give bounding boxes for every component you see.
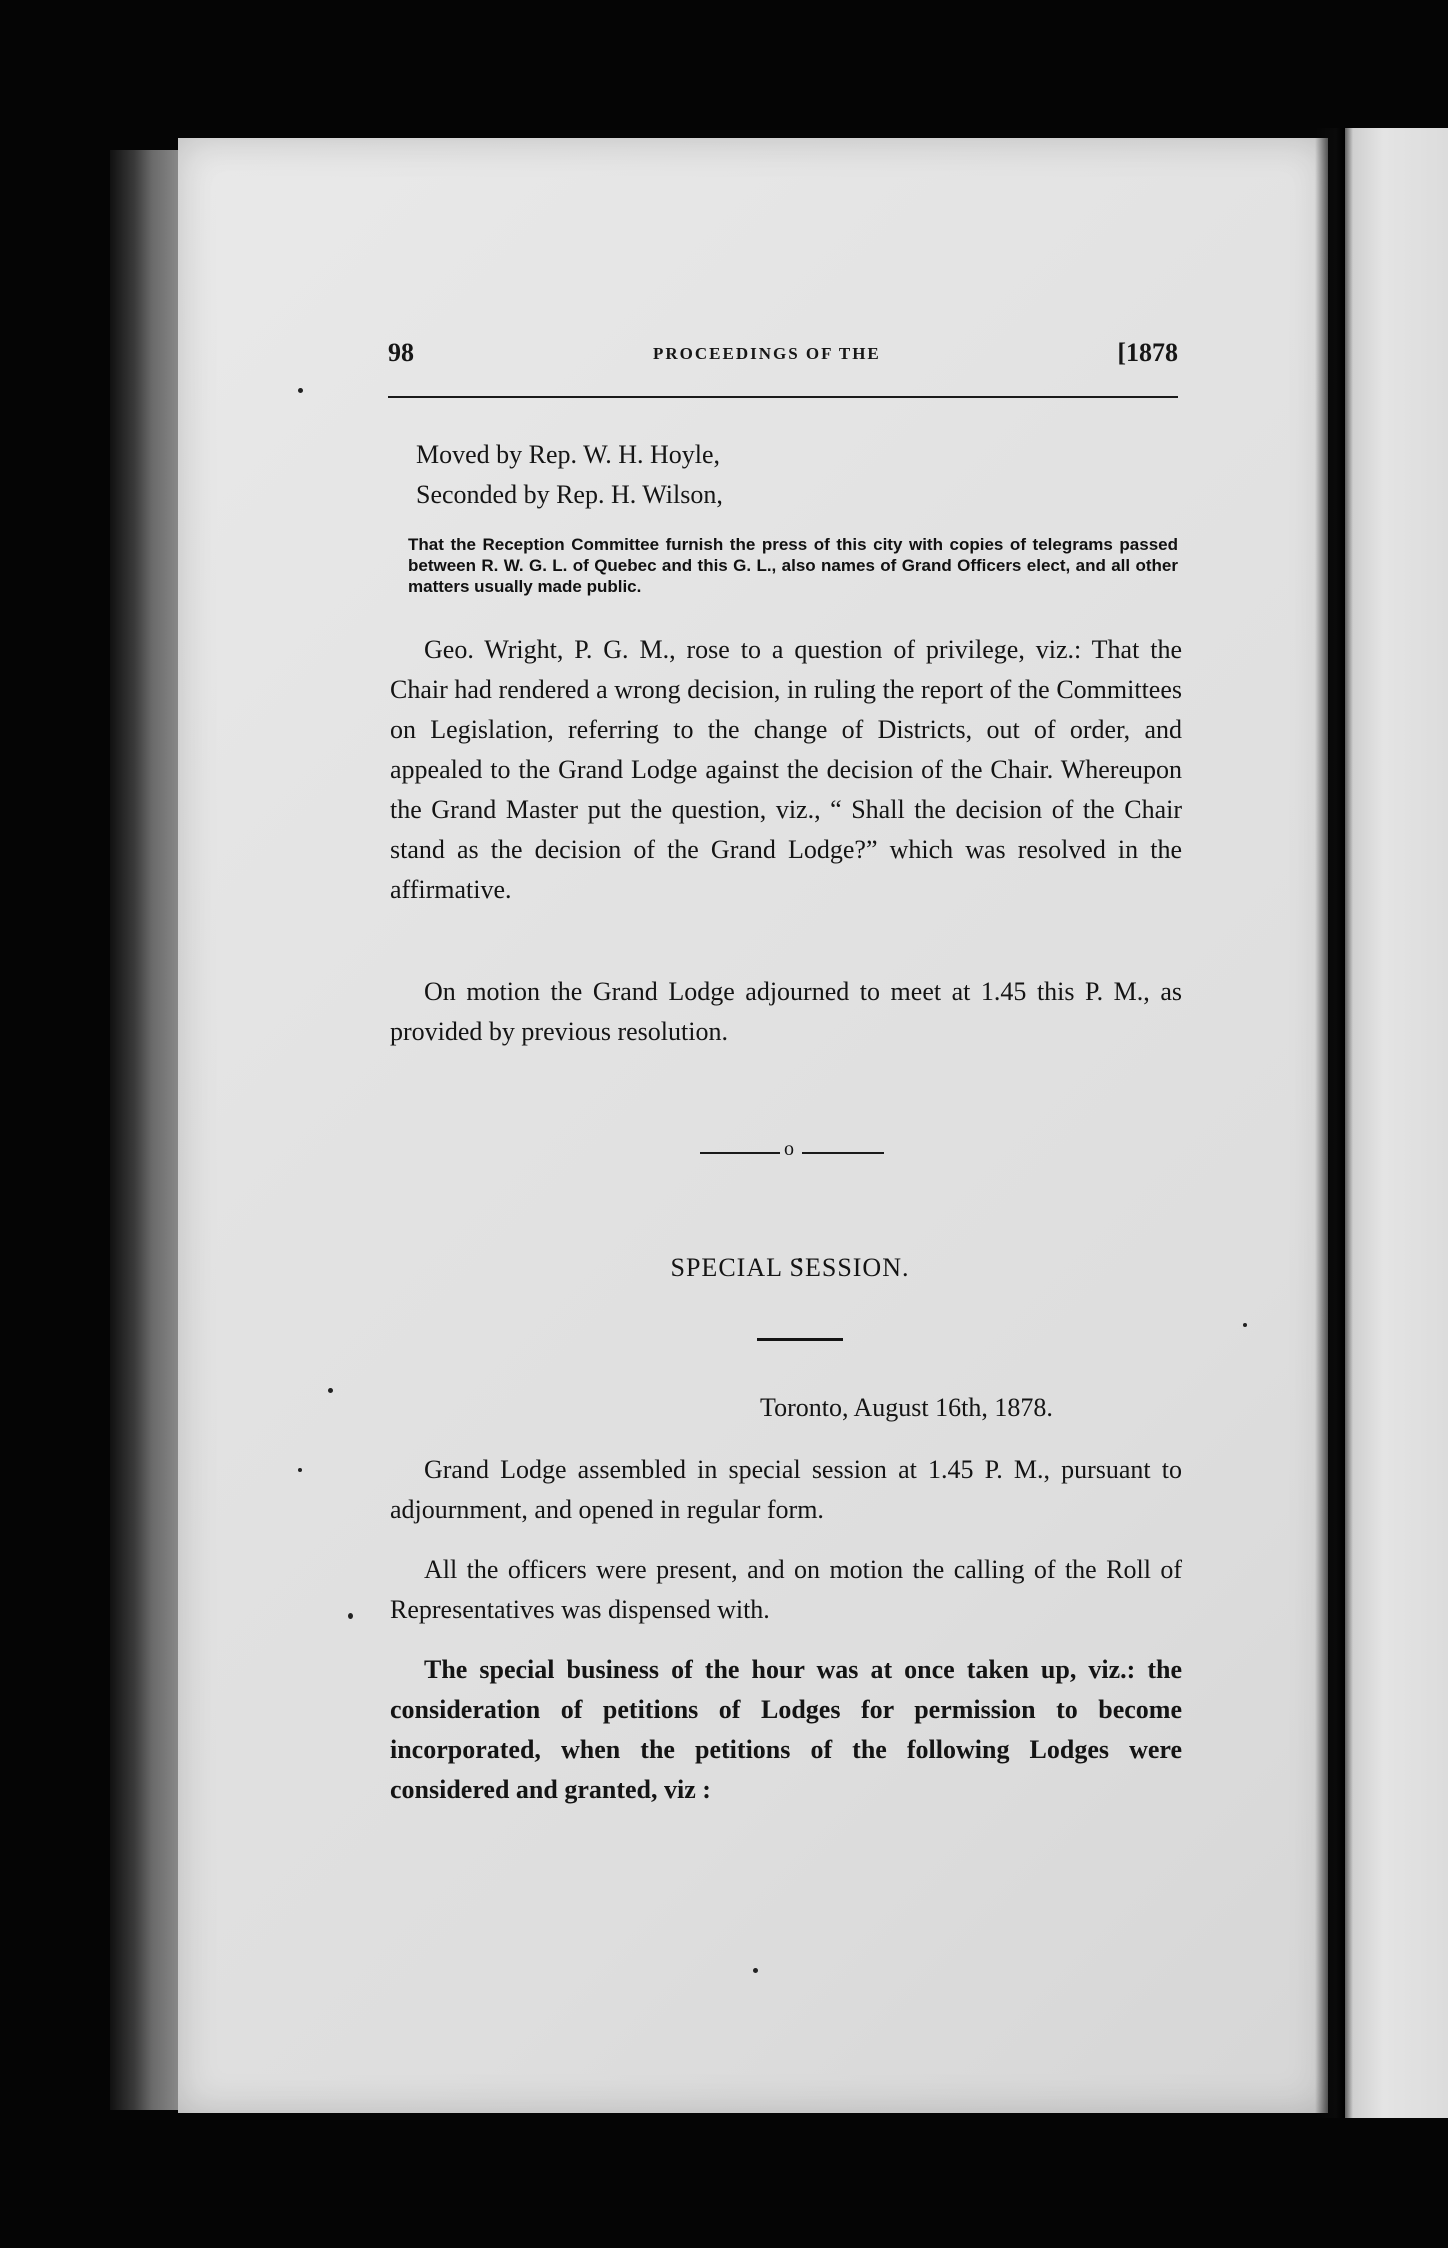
running-head-year: [1878 [1117,338,1178,367]
running-head [388,338,1178,378]
paragraph-officers: All the officers were present, and on motion the calling of the Roll of Representatives was dispensed with. [390,1555,1182,1624]
ink-speck [298,1468,302,1472]
ornament-dash-right [802,1152,884,1154]
paragraph-business: The special business of the hour was at once taken up, viz.: the consideration of petitions of Lodges for permission to become incorporated, when the petitions of the following Lodges were considered and granted, viz : [390,1655,1182,1804]
document-page [178,138,1328,2113]
section-title: SPECIAL SESSION. [670,1253,910,1282]
ornament-dash-left [700,1152,780,1154]
dateline-text: Toronto, August 16th, 1878. [760,1393,1053,1422]
ink-speck [298,388,303,393]
title-rule [757,1338,843,1341]
section-ornament [700,1138,890,1168]
ink-speck [348,1613,353,1619]
resolution-text: That the Reception Committee furnish the press of this city with copies of telegrams passed between R. W. G. L. of Quebec and this G. L., also names of Grand Officers elect, and all other matters usually made public. [408,535,1178,596]
paragraph-adjourn: On motion the Grand Lodge adjourned to meet at 1.45 this P. M., as provided by previous resolution. [390,977,1182,1046]
running-title: PROCEEDINGS OF THE [653,344,881,363]
paragraph-assembled: Grand Lodge assembled in special session at 1.45 P. M., pursuant to adjournment, and opened in regular form. [390,1455,1182,1524]
seconded-by-line: Seconded by Rep. H. Wilson, [416,480,723,509]
ink-speck [753,1968,758,1973]
dateline [760,1393,1053,1423]
page-number: 98 [388,338,414,367]
moved-by-line: Moved by Rep. W. H. Hoyle, [416,440,721,469]
ink-speck [1243,1323,1247,1327]
gutter-shadow [1315,128,1345,2118]
book-spine-edge [110,150,180,2110]
facing-page-edge [1340,128,1448,2118]
ornament-circle: o [784,1138,794,1160]
header-rule [388,396,1178,398]
paragraph-privilege: Geo. Wright, P. G. M., rose to a question of privilege, viz.: That the Chair had rendered a wrong decision, in ruling the report of the Committees on Legislation, referring to the change of Districts, out of order, and appealed to the Grand Lodge against the decision of the Chair. Whereupon the Grand Master put the question, viz., “ Shall the decision of the Chair stand as the decision of the Grand Lodge?” which was resolved in the affirmative. [390,635,1182,904]
ink-speck [328,1388,333,1393]
